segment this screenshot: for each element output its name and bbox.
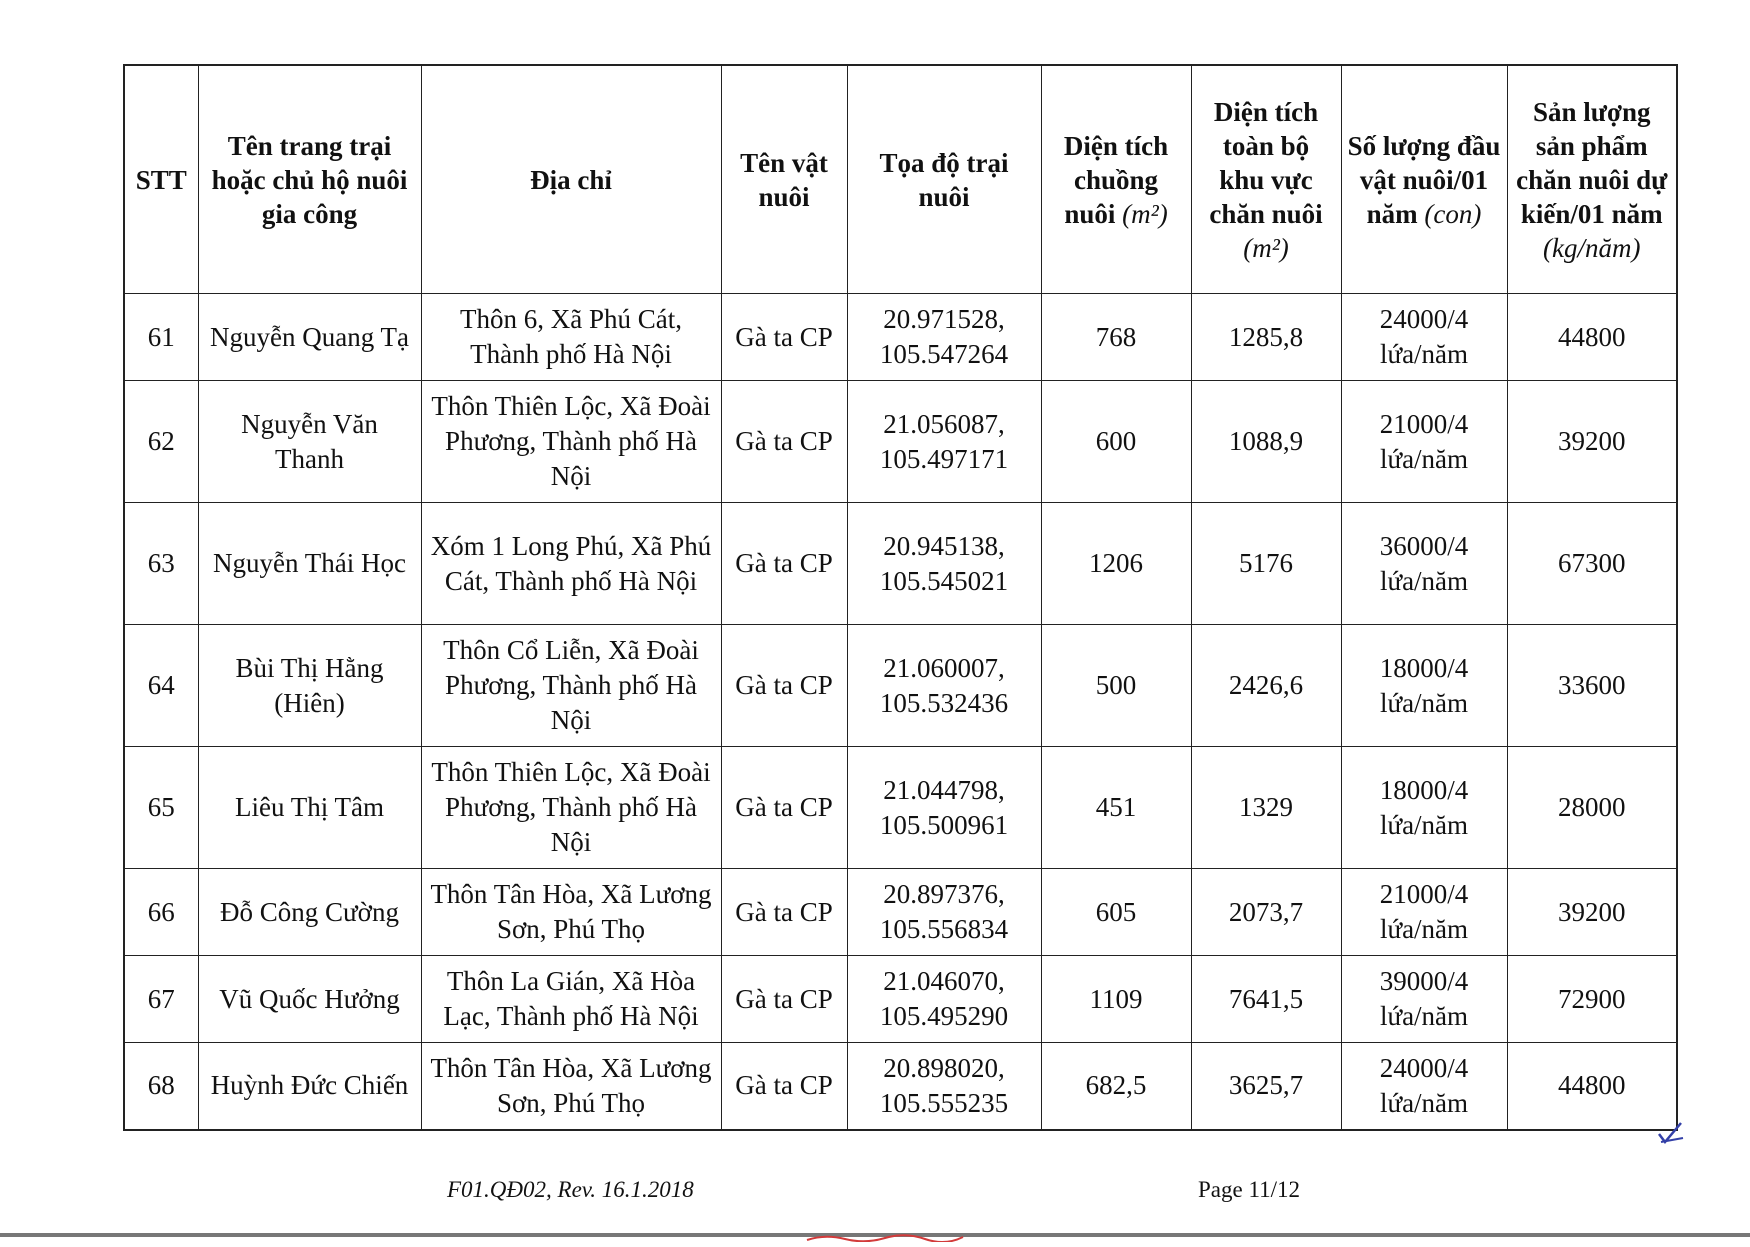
cell-coords: 21.056087, 105.497171 bbox=[847, 381, 1041, 503]
table-row bbox=[124, 503, 1677, 625]
cell-stt: 61 bbox=[124, 294, 198, 381]
cell-output: 39200 bbox=[1507, 869, 1677, 956]
cell-headcount: 18000/4 lứa/năm bbox=[1341, 625, 1507, 747]
table-header bbox=[124, 65, 1677, 294]
cell-barn-area: 600 bbox=[1041, 381, 1191, 503]
header-barn-area-unit: (m²) bbox=[1122, 198, 1168, 229]
cell-name: Nguyễn Văn Thanh bbox=[198, 381, 421, 503]
cell-animal: Gà ta CP bbox=[721, 625, 847, 747]
cell-output: 39200 bbox=[1507, 381, 1677, 503]
cell-total-area: 1088,9 bbox=[1191, 381, 1341, 503]
cell-coords: 20.897376, 105.556834 bbox=[847, 869, 1041, 956]
cell-barn-area: 605 bbox=[1041, 869, 1191, 956]
cell-address: Xóm 1 Long Phú, Xã Phú Cát, Thành phố Hà Nội bbox=[421, 503, 721, 625]
cell-address: Thôn Cổ Liễn, Xã Đoài Phương, Thành phố Hà Nội bbox=[421, 625, 721, 747]
check-mark-icon bbox=[1655, 1120, 1685, 1146]
table-row bbox=[124, 625, 1677, 747]
cell-name: Liêu Thị Tâm bbox=[198, 747, 421, 869]
cell-animal: Gà ta CP bbox=[721, 869, 847, 956]
cell-address: Thôn Tân Hòa, Xã Lương Sơn, Phú Thọ bbox=[421, 869, 721, 956]
cell-address: Thôn Thiên Lộc, Xã Đoài Phương, Thành phố Hà Nội bbox=[421, 747, 721, 869]
cell-coords: 20.945138, 105.545021 bbox=[847, 503, 1041, 625]
cell-total-area: 5176 bbox=[1191, 503, 1341, 625]
farm-table bbox=[123, 64, 1678, 1131]
table-row bbox=[124, 381, 1677, 503]
table-row bbox=[124, 956, 1677, 1043]
header-coords bbox=[847, 65, 1041, 294]
cell-total-area: 1329 bbox=[1191, 747, 1341, 869]
cell-animal: Gà ta CP bbox=[721, 503, 847, 625]
cell-stt: 62 bbox=[124, 381, 198, 503]
header-headcount-label: Số lượng đầu vật nuôi/01 năm bbox=[1347, 130, 1501, 229]
cell-stt: 64 bbox=[124, 625, 198, 747]
cell-animal: Gà ta CP bbox=[721, 1043, 847, 1130]
header-output bbox=[1507, 65, 1677, 294]
cell-barn-area: 682,5 bbox=[1041, 1043, 1191, 1130]
cell-name: Nguyễn Thái Học bbox=[198, 503, 421, 625]
cell-coords: 20.971528, 105.547264 bbox=[847, 294, 1041, 381]
cell-total-area: 3625,7 bbox=[1191, 1043, 1341, 1130]
cell-barn-area: 1109 bbox=[1041, 956, 1191, 1043]
cell-total-area: 2426,6 bbox=[1191, 625, 1341, 747]
cell-coords: 21.044798, 105.500961 bbox=[847, 747, 1041, 869]
cell-headcount: 24000/4 lứa/năm bbox=[1341, 294, 1507, 381]
form-code: F01.QĐ02, Rev. 16.1.2018 bbox=[447, 1177, 694, 1202]
cell-output: 44800 bbox=[1507, 294, 1677, 381]
table-row bbox=[124, 869, 1677, 956]
header-farm-name-label: Tên trang trại hoặc chủ hộ nuôi gia công bbox=[211, 130, 408, 229]
header-total-area bbox=[1191, 65, 1341, 294]
header-barn-area bbox=[1041, 65, 1191, 294]
page-number: Page 11/12 bbox=[1198, 1177, 1300, 1202]
cell-address: Thôn La Gián, Xã Hòa Lạc, Thành phố Hà Nội bbox=[421, 956, 721, 1043]
header-address-label: Địa chỉ bbox=[530, 164, 612, 195]
header-headcount bbox=[1341, 65, 1507, 294]
cell-headcount: 18000/4 lứa/năm bbox=[1341, 747, 1507, 869]
header-stt bbox=[124, 65, 198, 294]
cell-headcount: 21000/4 lứa/năm bbox=[1341, 381, 1507, 503]
cell-animal: Gà ta CP bbox=[721, 294, 847, 381]
cell-barn-area: 451 bbox=[1041, 747, 1191, 869]
cell-output: 44800 bbox=[1507, 1043, 1677, 1130]
header-stt-label: STT bbox=[135, 164, 187, 195]
cell-animal: Gà ta CP bbox=[721, 956, 847, 1043]
cell-headcount: 36000/4 lứa/năm bbox=[1341, 503, 1507, 625]
cell-total-area: 7641,5 bbox=[1191, 956, 1341, 1043]
header-output-label: Sản lượng sản phẩm chăn nuôi dự kiến/01 năm bbox=[1516, 96, 1668, 229]
cell-name: Huỳnh Đức Chiến bbox=[198, 1043, 421, 1130]
cell-stt: 67 bbox=[124, 956, 198, 1043]
cell-animal: Gà ta CP bbox=[721, 747, 847, 869]
cell-barn-area: 768 bbox=[1041, 294, 1191, 381]
cell-output: 67300 bbox=[1507, 503, 1677, 625]
cell-output: 28000 bbox=[1507, 747, 1677, 869]
header-total-area-unit: (m²) bbox=[1243, 232, 1289, 263]
cell-stt: 68 bbox=[124, 1043, 198, 1130]
cell-barn-area: 1206 bbox=[1041, 503, 1191, 625]
cell-headcount: 24000/4 lứa/năm bbox=[1341, 1043, 1507, 1130]
cell-output: 72900 bbox=[1507, 956, 1677, 1043]
cell-headcount: 39000/4 lứa/năm bbox=[1341, 956, 1507, 1043]
header-coords-label: Tọa độ trại nuôi bbox=[879, 147, 1009, 212]
header-row bbox=[124, 65, 1677, 294]
cell-stt: 63 bbox=[124, 503, 198, 625]
cell-coords: 21.046070, 105.495290 bbox=[847, 956, 1041, 1043]
header-headcount-unit: (con) bbox=[1424, 198, 1482, 229]
cell-barn-area: 500 bbox=[1041, 625, 1191, 747]
cell-address: Thôn 6, Xã Phú Cát, Thành phố Hà Nội bbox=[421, 294, 721, 381]
table-row bbox=[124, 747, 1677, 869]
header-address bbox=[421, 65, 721, 294]
cell-output: 33600 bbox=[1507, 625, 1677, 747]
cell-stt: 65 bbox=[124, 747, 198, 869]
header-barn-area-label: Diện tích chuồng nuôi bbox=[1063, 130, 1169, 229]
cell-total-area: 1285,8 bbox=[1191, 294, 1341, 381]
table-row bbox=[124, 1043, 1677, 1130]
header-total-area-label: Diện tích toàn bộ khu vực chăn nuôi bbox=[1209, 96, 1323, 229]
cell-total-area: 2073,7 bbox=[1191, 869, 1341, 956]
cell-name: Nguyễn Quang Tạ bbox=[198, 294, 421, 381]
header-animal bbox=[721, 65, 847, 294]
cell-headcount: 21000/4 lứa/năm bbox=[1341, 869, 1507, 956]
cell-name: Bùi Thị Hằng (Hiên) bbox=[198, 625, 421, 747]
stamp-fragment-icon bbox=[805, 1229, 965, 1237]
cell-address: Thôn Tân Hòa, Xã Lương Sơn, Phú Thọ bbox=[421, 1043, 721, 1130]
cell-name: Đỗ Công Cường bbox=[198, 869, 421, 956]
table-row bbox=[124, 294, 1677, 381]
header-output-unit: (kg/năm) bbox=[1543, 232, 1641, 263]
cell-address: Thôn Thiên Lộc, Xã Đoài Phương, Thành phố Hà Nội bbox=[421, 381, 721, 503]
table-body bbox=[124, 294, 1677, 1130]
cell-coords: 20.898020, 105.555235 bbox=[847, 1043, 1041, 1130]
header-animal-label: Tên vật nuôi bbox=[740, 147, 828, 212]
cell-name: Vũ Quốc Hưởng bbox=[198, 956, 421, 1043]
cell-coords: 21.060007, 105.532436 bbox=[847, 625, 1041, 747]
cell-animal: Gà ta CP bbox=[721, 381, 847, 503]
cell-stt: 66 bbox=[124, 869, 198, 956]
header-farm-name bbox=[198, 65, 421, 294]
